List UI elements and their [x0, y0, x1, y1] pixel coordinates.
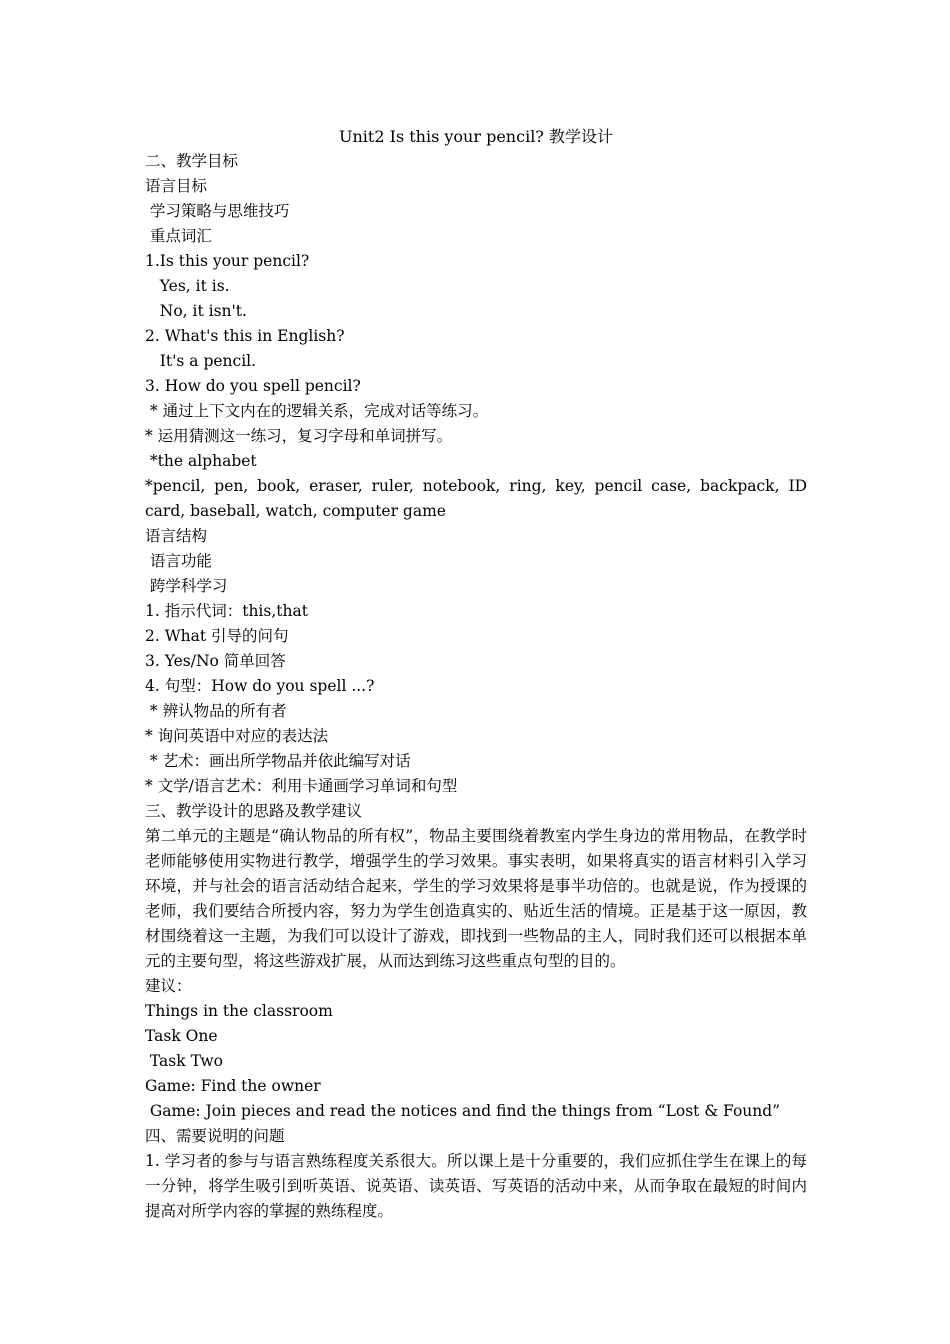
- line-16: 跨学科学习: [145, 577, 228, 595]
- line-6: Yes, it is.: [145, 277, 230, 295]
- line-11: * 通过上下文内在的逻辑关系，完成对话等练习。: [145, 402, 489, 420]
- line-30: Game: Find the owner: [145, 1077, 321, 1095]
- line-14: 语言结构: [145, 527, 208, 545]
- line-22: * 询问英语中对应的表达法: [145, 727, 329, 745]
- line-29: Task Two: [145, 1052, 223, 1070]
- line-17: 1. 指示代词：this,that: [145, 602, 308, 620]
- vocab-paragraph: *pencil, pen, book, eraser, ruler, notebook, ring, key, pencil case, backpack, ID card, baseball, watch, computer game: [145, 477, 807, 520]
- line-8: 2. What's this in English?: [145, 327, 345, 345]
- line-31: Game: Join pieces and read the notices and find the things from “Lost & Found”: [145, 1102, 781, 1120]
- line-19: 3. Yes/No 简单回答: [145, 652, 286, 670]
- line-13: *the alphabet: [145, 452, 257, 470]
- line-25: 三、教学设计的思路及教学建议: [145, 802, 363, 820]
- line-24: * 文学/语言艺术：利用卡通画学习单词和句型: [145, 777, 458, 795]
- issue-paragraph: 1. 学习者的参与与语言熟练程度关系很大。所以课上是十分重要的，我们应抓住学生在课上的每一分钟，将学生吸引到听英语、说英语、读英语、写英语的活动中来，从而争取在最短的时间内提高对所学内容的掌握的熟练程度。: [145, 1152, 807, 1220]
- line-10: 3. How do you spell pencil?: [145, 377, 361, 395]
- line-21: * 辨认物品的所有者: [145, 702, 287, 720]
- line-27: Things in the classroom: [145, 1002, 333, 1020]
- line-12: * 运用猜测这一练习，复习字母和单词拼写。: [145, 427, 453, 445]
- line-4: 重点词汇: [145, 227, 212, 245]
- line-15: 语言功能: [145, 552, 212, 570]
- line-26: 建议：: [145, 977, 192, 995]
- design-paragraph: 第二单元的主题是“确认物品的所有权”，物品主要围绕着教室内学生身边的常用物品，在教学时老师能够使用实物进行教学，增强学生的学习效果。事实表明，如果将真实的语言材料引入学习环境，并与社会的语言活动结合起来，学生的学习效果将是事半功倍的。也就是说，作为授课的老师，我们要结合所授内容，努力为学生创造真实的、贴近生活的情境。正是基于这一原因，教材围绕着这一主题，为我们可以设计了游戏，即找到一些物品的主人，同时我们还可以根据本单元的主要句型，将这些游戏扩展，从而达到练习这些重点句型的目的。: [145, 827, 807, 970]
- line-7: No, it isn't.: [145, 302, 247, 320]
- line-9: It's a pencil.: [145, 352, 257, 370]
- document-page: [145, 124, 807, 1224]
- document-title: Unit2 Is this your pencil? 教学设计: [339, 127, 613, 146]
- line-20: 4. 句型：How do you spell ...?: [145, 677, 375, 695]
- line-28: Task One: [145, 1027, 218, 1045]
- line-5: 1.Is this your pencil?: [145, 252, 310, 270]
- line-1: 二、教学目标: [145, 152, 239, 170]
- line-23: * 艺术：画出所学物品并依此编写对话: [145, 752, 411, 770]
- line-2: 语言目标: [145, 177, 208, 195]
- line-18: 2. What 引导的问句: [145, 627, 289, 645]
- line-3: 学习策略与思维技巧: [145, 202, 290, 220]
- line-32: 四、需要说明的问题: [145, 1127, 285, 1145]
